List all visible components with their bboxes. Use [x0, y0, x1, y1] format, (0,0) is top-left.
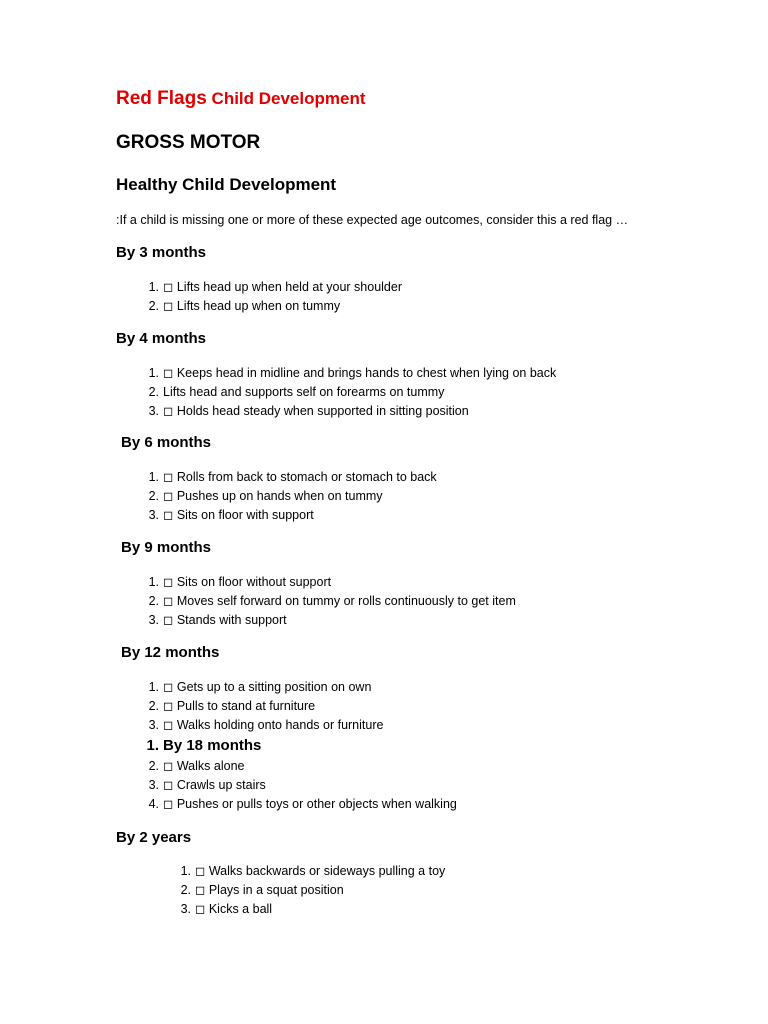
- intro-text: :If a child is missing one or more of these expected age outcomes, consider this a red flag …: [116, 213, 629, 227]
- list-item-text: ◻ Pushes up on hands when on tummy: [163, 489, 383, 503]
- list-number: 2.: [148, 699, 159, 713]
- list-item: [148, 573, 516, 592]
- list-number: 1.: [148, 575, 159, 589]
- list-item-text: ◻ Walks holding onto hands or furniture: [163, 718, 384, 732]
- list-number: 1.: [148, 280, 159, 294]
- list-2-years: [180, 862, 446, 919]
- list-number: 2.: [148, 759, 159, 773]
- list-item-text: ◻ Moves self forward on tummy or rolls continuously to get item: [163, 594, 516, 608]
- list-number: 2.: [148, 489, 159, 503]
- list-item: [148, 757, 457, 776]
- list-item: [180, 900, 445, 919]
- list-item: [148, 383, 556, 402]
- list-4-months: [148, 364, 557, 421]
- list-item-text: ◻ Kicks a ball: [195, 902, 273, 916]
- list-number: 1.: [148, 366, 159, 380]
- list-item: [148, 402, 556, 421]
- list-number: 2.: [180, 883, 191, 897]
- list-item: [148, 716, 384, 735]
- list-number: 3.: [148, 778, 159, 792]
- section-heading-6-months: By 6 months: [121, 434, 212, 451]
- list-item: [148, 364, 557, 383]
- list-number: 2.: [148, 385, 159, 399]
- list-item-text: ◻ Lifts head up when on tummy: [163, 299, 341, 313]
- list-item-text: ◻ Plays in a squat position: [195, 883, 344, 897]
- list-item-heading-18-months: [146, 735, 457, 757]
- section-heading-3-months: By 3 months: [116, 244, 207, 261]
- list-item-text: ◻ Sits on floor with support: [163, 508, 314, 522]
- list-item-text: ◻ Sits on floor without support: [163, 575, 332, 589]
- list-number: 1.: [148, 470, 159, 484]
- list-item-text: ◻ Pushes or pulls toys or other objects when walking: [163, 797, 457, 811]
- list-3-months: [148, 278, 403, 316]
- list-number: 3.: [148, 508, 159, 522]
- section-heading-12-months: By 12 months: [121, 644, 220, 661]
- list-item: [148, 506, 437, 525]
- document-title: [116, 88, 366, 110]
- list-number: 2.: [148, 299, 159, 313]
- list-item: [148, 297, 402, 316]
- section-heading-2-years: By 2 years: [116, 829, 192, 846]
- list-18-months: [146, 735, 457, 814]
- list-number: 4.: [148, 797, 159, 811]
- list-item: [148, 468, 437, 487]
- list-number: 3.: [180, 902, 191, 916]
- list-number: 1.: [180, 864, 191, 878]
- list-item-text: ◻ Walks backwards or sideways pulling a toy: [195, 864, 446, 878]
- list-item-text: ◻ Pulls to stand at furniture: [163, 699, 316, 713]
- list-9-months: [148, 573, 516, 630]
- list-item: [148, 611, 516, 630]
- list-item-text: ◻ Stands with support: [163, 613, 287, 627]
- list-6-months: [148, 468, 437, 525]
- list-item-text: ◻ Crawls up stairs: [163, 778, 266, 792]
- heading-gross-motor: GROSS MOTOR: [116, 132, 261, 153]
- list-item: [148, 592, 516, 611]
- list-number: 1.: [148, 680, 159, 694]
- list-item: [148, 795, 457, 814]
- list-number: 3.: [148, 718, 159, 732]
- list-item-text: ◻ Rolls from back to stomach or stomach to back: [163, 470, 437, 484]
- list-item: [148, 278, 403, 297]
- list-item: [180, 862, 446, 881]
- list-item-text: ◻ Lifts head up when held at your shoulder: [163, 280, 403, 294]
- title-child-development: Child Development: [206, 89, 366, 108]
- list-number: 1.: [146, 737, 159, 754]
- list-number: 3.: [148, 613, 159, 627]
- section-heading-4-months: By 4 months: [116, 330, 207, 347]
- title-red-flags: Red Flags: [116, 88, 207, 109]
- list-item-text: ◻ Keeps head in midline and brings hands to chest when lying on back: [163, 366, 557, 380]
- list-item: [148, 678, 383, 697]
- list-item: [148, 487, 437, 506]
- heading-healthy-child-development: Healthy Child Development: [116, 175, 337, 194]
- list-12-months: [148, 678, 384, 735]
- list-item: [180, 881, 445, 900]
- list-item-text: ◻ Gets up to a sitting position on own: [163, 680, 372, 694]
- list-item-text: By 18 months: [163, 737, 262, 754]
- list-item-text: ◻ Walks alone: [163, 759, 245, 773]
- list-number: 2.: [148, 594, 159, 608]
- list-number: 3.: [148, 404, 159, 418]
- list-item-text: ◻ Holds head steady when supported in sitting position: [163, 404, 469, 418]
- list-item: [148, 697, 383, 716]
- list-item-text: Lifts head and supports self on forearms on tummy: [163, 385, 445, 399]
- list-item: [148, 776, 457, 795]
- section-heading-9-months: By 9 months: [121, 539, 212, 556]
